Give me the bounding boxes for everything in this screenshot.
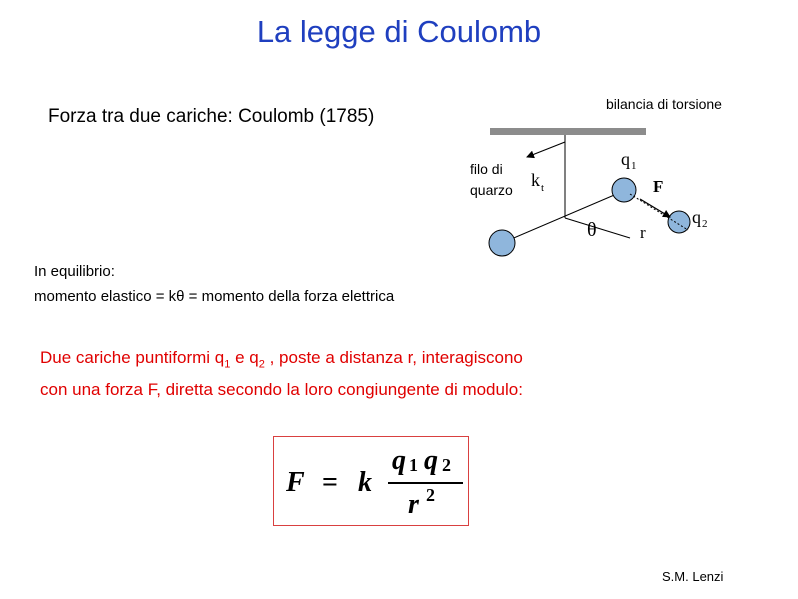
law-statement	[40, 345, 523, 402]
torsion-rod	[502, 190, 626, 243]
apparatus-label: bilancia di torsione	[606, 96, 722, 112]
counterweight-sphere	[489, 230, 515, 256]
author-credit: S.M. Lenzi	[662, 569, 724, 584]
equilibrium-heading: In equilibrio:	[34, 263, 115, 280]
charge-q1-sphere	[612, 178, 636, 202]
formula-denominator-r: r	[408, 489, 419, 520]
formula-denominator-exp: 2	[426, 485, 435, 505]
formula-numerator-q1: q	[392, 445, 406, 476]
torsion-constant-subscript: t	[541, 182, 545, 194]
formula-force: F	[286, 467, 305, 498]
formula-numerator-sub2: 2	[442, 455, 451, 475]
distance-label: r	[640, 223, 646, 242]
formula-numerator-sub1: 1	[409, 455, 418, 475]
force-arrow	[640, 199, 670, 217]
formula-numerator-q2: q	[424, 445, 438, 476]
slide-subtitle: Forza tra due cariche: Coulomb (1785)	[48, 106, 375, 127]
ceiling-support	[490, 128, 646, 135]
charge-q2-label: q	[692, 207, 701, 227]
charge-q2-sphere	[668, 211, 690, 233]
law-statement-line1: Due cariche puntiformi $q_1$ e $q_2$ , poste a distanza r, interagiscono	[40, 348, 523, 371]
angle-label: θ	[587, 219, 597, 241]
charge-q1-label: q	[621, 149, 630, 169]
fiber-pointer-arrow	[527, 142, 565, 157]
equilibrium-text: momento elastico = kθ = momento della forza elettrica	[34, 288, 395, 305]
fiber-label-line1: filo di	[470, 161, 503, 177]
charge-q1-subscript: 1	[631, 160, 637, 172]
coulomb-formula-box	[273, 436, 469, 526]
formula-equals: =	[322, 467, 338, 498]
force-label: F	[653, 177, 664, 196]
torsion-constant-label: k	[531, 170, 540, 190]
law-statement-line2: con una forza F, diretta secondo la loro congiungente di modulo:	[40, 380, 523, 400]
formula-constant: k	[358, 467, 372, 498]
angle-reference-line	[565, 218, 630, 238]
slide-title: La legge di Coulomb	[256, 14, 542, 49]
charge-q2-subscript: 2	[702, 218, 708, 230]
fiber-label-line2: quarzo	[470, 182, 513, 198]
formula-fraction-bar	[388, 482, 463, 484]
